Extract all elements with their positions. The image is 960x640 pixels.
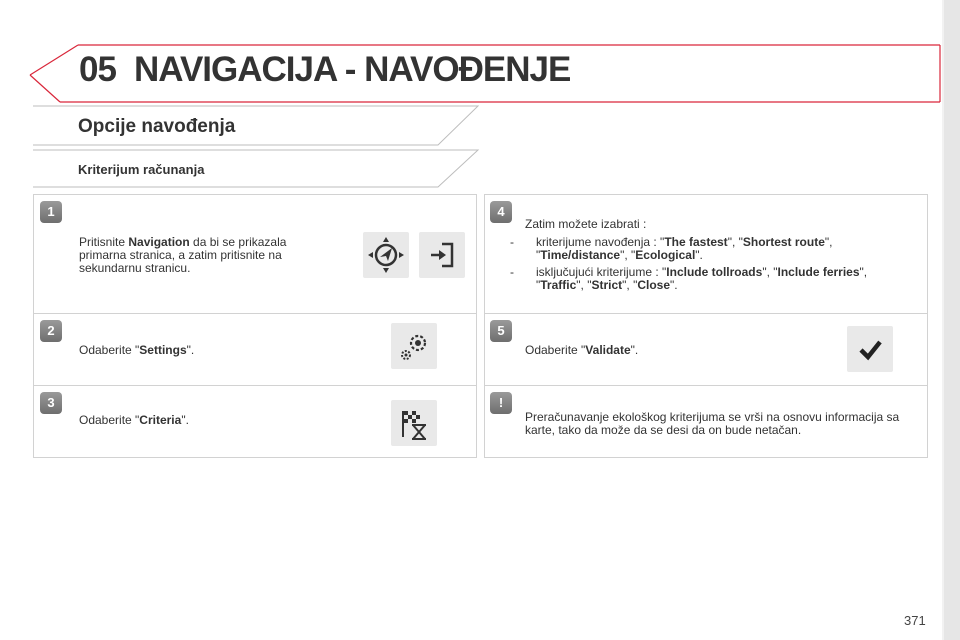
chapter-number: 05 bbox=[79, 50, 116, 89]
step-1-text: Pritisnite Navigation da bi se prikazala primarna stranica, a zatim pritisnite na sekundarnu stranicu. bbox=[79, 235, 287, 275]
settings-gears-icon bbox=[391, 323, 437, 369]
step-badge-2: 2 bbox=[40, 320, 62, 342]
page-number: 371 bbox=[904, 613, 926, 628]
checkmark-icon bbox=[847, 326, 893, 372]
step-2-text: Odaberite "Settings". bbox=[79, 343, 195, 357]
criteria-flag-hourglass-icon bbox=[391, 400, 437, 446]
note-text: Preračunavanje ekološkog kriterijuma se vrši na osnovu informacija sa karte, tako da može da se desi da on bude netačan. bbox=[525, 410, 900, 437]
step-3-text: Odaberite "Criteria". bbox=[79, 413, 189, 427]
section-title: Opcije navođenja bbox=[78, 116, 236, 137]
navigation-arrows-icon bbox=[363, 232, 409, 278]
section-frames bbox=[0, 100, 500, 195]
step-badge-4: 4 bbox=[490, 201, 512, 223]
right-divider-2 bbox=[484, 385, 928, 386]
secondary-page-icon bbox=[419, 232, 465, 278]
left-divider-2 bbox=[33, 385, 477, 386]
step-5-text: Odaberite "Validate". bbox=[525, 343, 639, 357]
step-badge-5: 5 bbox=[490, 320, 512, 342]
step-badge-3: 3 bbox=[40, 392, 62, 414]
left-divider-1 bbox=[33, 313, 477, 314]
right-divider-1 bbox=[484, 313, 928, 314]
step-badge-1: 1 bbox=[40, 201, 62, 223]
warning-badge: ! bbox=[490, 392, 512, 414]
subsection-title: Kriterijum računanja bbox=[78, 162, 205, 177]
chapter-title: NAVIGACIJA - NAVOĐENJE bbox=[134, 50, 571, 89]
step-4-intro: Zatim možete izabrati : bbox=[525, 217, 647, 231]
